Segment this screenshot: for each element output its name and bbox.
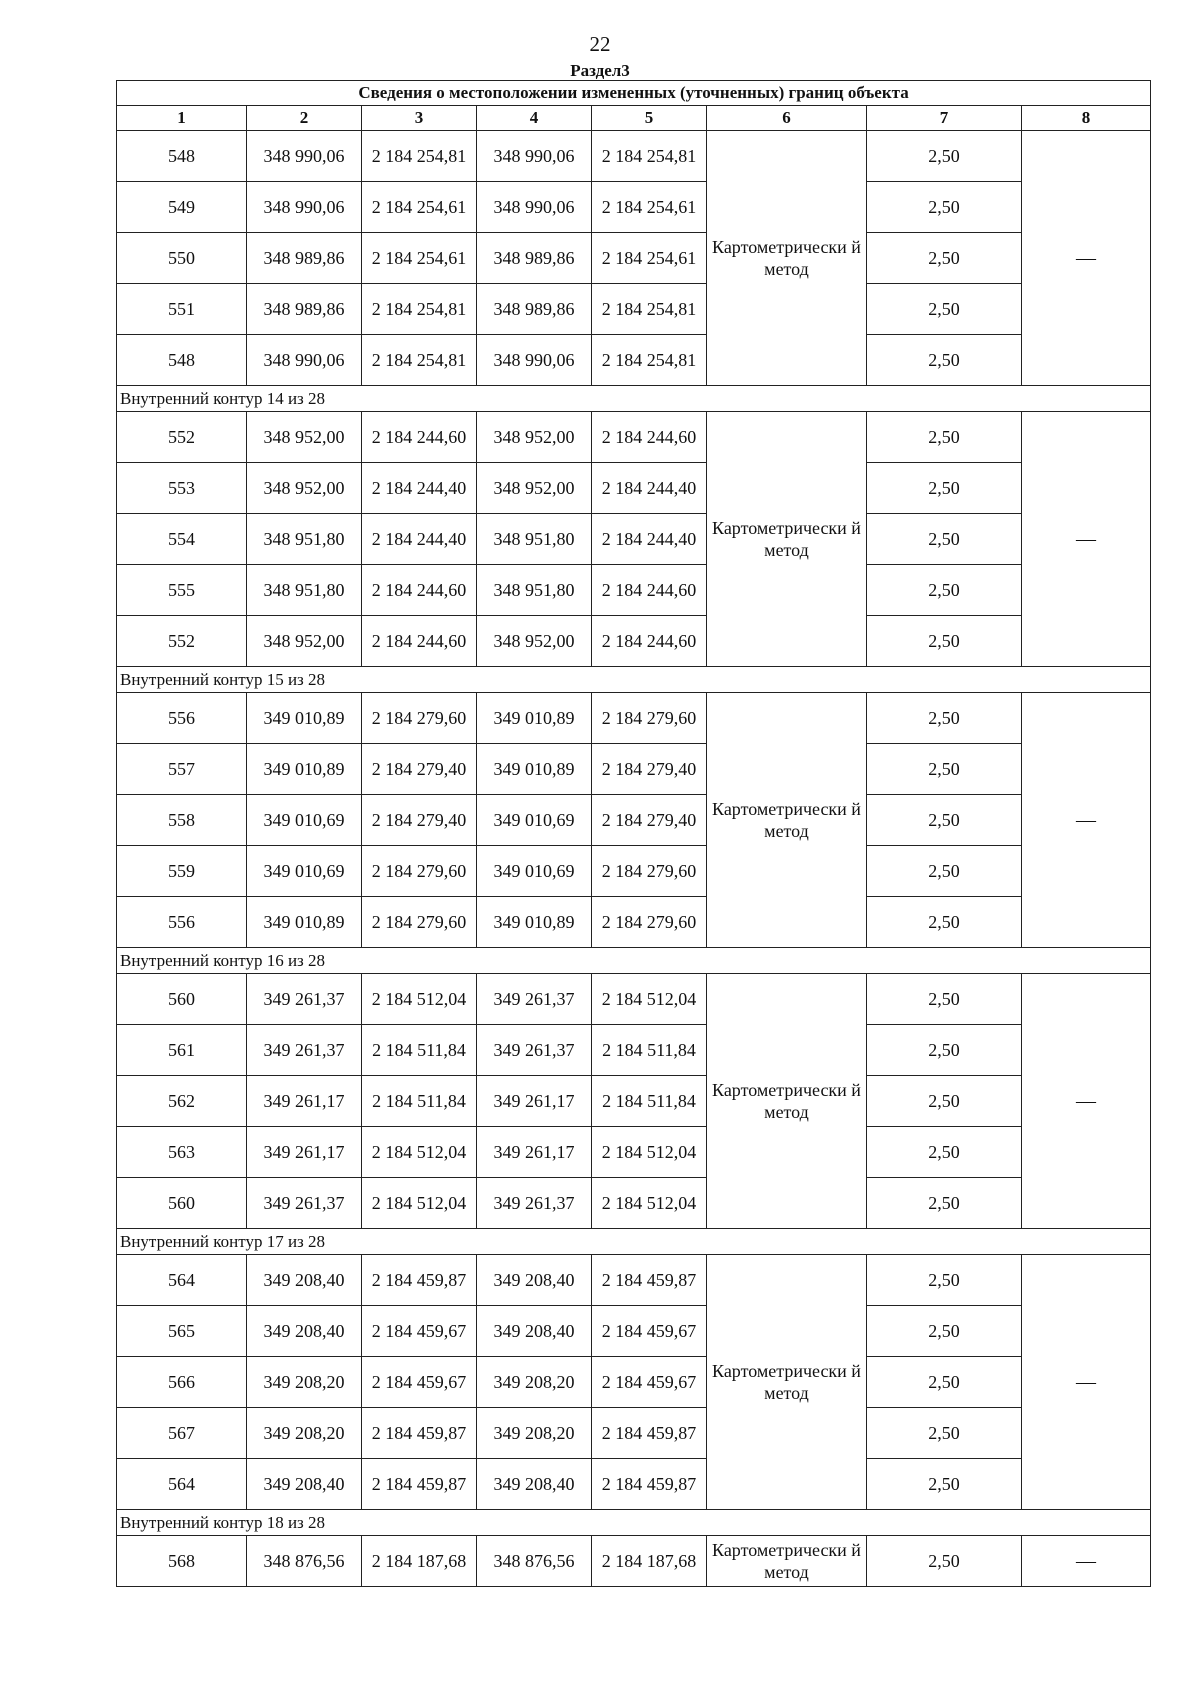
point-number: 555 (117, 565, 247, 616)
dash-cell: — (1022, 412, 1151, 667)
y-new: 2 184 187,68 (592, 1536, 707, 1587)
y-old: 2 184 279,40 (362, 795, 477, 846)
y-new: 2 184 279,40 (592, 795, 707, 846)
x-old: 348 951,80 (247, 565, 362, 616)
y-new: 2 184 459,67 (592, 1306, 707, 1357)
y-old: 2 184 254,61 (362, 233, 477, 284)
point-number: 562 (117, 1076, 247, 1127)
x-new: 349 208,20 (477, 1408, 592, 1459)
table-row (117, 1025, 1151, 1076)
table-row (117, 412, 1151, 463)
x-new: 349 010,69 (477, 846, 592, 897)
y-old: 2 184 244,60 (362, 565, 477, 616)
point-number: 548 (117, 335, 247, 386)
y-new: 2 184 512,04 (592, 1127, 707, 1178)
table-row (117, 1357, 1151, 1408)
y-new: 2 184 244,60 (592, 565, 707, 616)
accuracy-value: 2,50 (867, 693, 1022, 744)
point-number: 550 (117, 233, 247, 284)
contour-row (117, 1229, 1151, 1255)
contour-row (117, 667, 1151, 693)
y-new: 2 184 511,84 (592, 1025, 707, 1076)
point-number: 549 (117, 182, 247, 233)
point-number: 557 (117, 744, 247, 795)
point-number: 567 (117, 1408, 247, 1459)
point-number: 564 (117, 1459, 247, 1510)
table-caption-row (117, 81, 1151, 106)
y-old: 2 184 187,68 (362, 1536, 477, 1587)
x-old: 349 261,37 (247, 1025, 362, 1076)
point-number: 566 (117, 1357, 247, 1408)
x-new: 349 261,37 (477, 1178, 592, 1229)
y-old: 2 184 511,84 (362, 1076, 477, 1127)
table-row (117, 463, 1151, 514)
x-new: 349 010,69 (477, 795, 592, 846)
x-old: 349 010,69 (247, 846, 362, 897)
y-old: 2 184 244,40 (362, 514, 477, 565)
point-number: 568 (117, 1536, 247, 1587)
x-old: 349 208,40 (247, 1255, 362, 1306)
column-number: 8 (1022, 106, 1151, 131)
y-new: 2 184 254,81 (592, 284, 707, 335)
accuracy-value: 2,50 (867, 131, 1022, 182)
y-old: 2 184 512,04 (362, 1127, 477, 1178)
accuracy-value: 2,50 (867, 744, 1022, 795)
x-old: 349 261,37 (247, 1178, 362, 1229)
table-row (117, 565, 1151, 616)
table-row (117, 1127, 1151, 1178)
contour-label: Внутренний контур 17 из 28 (117, 1229, 1151, 1255)
accuracy-value: 2,50 (867, 1459, 1022, 1510)
y-old: 2 184 279,40 (362, 744, 477, 795)
x-new: 348 952,00 (477, 463, 592, 514)
column-number: 5 (592, 106, 707, 131)
point-number: 556 (117, 693, 247, 744)
table-row (117, 616, 1151, 667)
column-number: 1 (117, 106, 247, 131)
table-row (117, 795, 1151, 846)
accuracy-value: 2,50 (867, 974, 1022, 1025)
table-row (117, 1306, 1151, 1357)
x-new: 349 208,40 (477, 1306, 592, 1357)
contour-label: Внутренний контур 14 из 28 (117, 386, 1151, 412)
accuracy-value: 2,50 (867, 1255, 1022, 1306)
x-old: 349 261,37 (247, 974, 362, 1025)
table-row (117, 182, 1151, 233)
contour-row (117, 948, 1151, 974)
table-row (117, 514, 1151, 565)
x-old: 349 261,17 (247, 1076, 362, 1127)
page-number: 22 (589, 32, 611, 56)
y-new: 2 184 254,81 (592, 131, 707, 182)
accuracy-value: 2,50 (867, 1178, 1022, 1229)
point-number: 563 (117, 1127, 247, 1178)
x-new: 348 952,00 (477, 412, 592, 463)
x-old: 348 952,00 (247, 412, 362, 463)
y-old: 2 184 279,60 (362, 693, 477, 744)
x-old: 348 989,86 (247, 284, 362, 335)
y-old: 2 184 279,60 (362, 846, 477, 897)
x-old: 349 010,69 (247, 795, 362, 846)
y-old: 2 184 459,87 (362, 1459, 477, 1510)
y-new: 2 184 254,61 (592, 182, 707, 233)
point-number: 560 (117, 1178, 247, 1229)
point-number: 564 (117, 1255, 247, 1306)
x-new: 349 261,17 (477, 1076, 592, 1127)
point-number: 554 (117, 514, 247, 565)
accuracy-value: 2,50 (867, 412, 1022, 463)
y-old: 2 184 512,04 (362, 974, 477, 1025)
accuracy-value: 2,50 (867, 1408, 1022, 1459)
table-row (117, 131, 1151, 182)
y-new: 2 184 279,40 (592, 744, 707, 795)
contour-row (117, 386, 1151, 412)
point-number: 552 (117, 412, 247, 463)
dash-cell: — (1022, 131, 1151, 386)
y-old: 2 184 279,60 (362, 897, 477, 948)
table-row (117, 693, 1151, 744)
y-old: 2 184 459,67 (362, 1357, 477, 1408)
contour-row (117, 1510, 1151, 1536)
y-new: 2 184 244,40 (592, 463, 707, 514)
x-old: 349 010,89 (247, 693, 362, 744)
accuracy-value: 2,50 (867, 897, 1022, 948)
column-number: 6 (707, 106, 867, 131)
x-old: 348 876,56 (247, 1536, 362, 1587)
point-number: 561 (117, 1025, 247, 1076)
x-new: 348 990,06 (477, 335, 592, 386)
x-new: 349 208,40 (477, 1459, 592, 1510)
dash-cell: — (1022, 974, 1151, 1229)
point-number: 565 (117, 1306, 247, 1357)
x-new: 348 990,06 (477, 131, 592, 182)
table-row (117, 1076, 1151, 1127)
x-old: 349 208,20 (247, 1357, 362, 1408)
column-number: 4 (477, 106, 592, 131)
x-old: 349 208,40 (247, 1459, 362, 1510)
table-row (117, 897, 1151, 948)
x-new: 349 208,20 (477, 1357, 592, 1408)
accuracy-value: 2,50 (867, 284, 1022, 335)
table-row (117, 335, 1151, 386)
point-number: 560 (117, 974, 247, 1025)
y-old: 2 184 244,40 (362, 463, 477, 514)
point-number: 553 (117, 463, 247, 514)
x-old: 349 010,89 (247, 744, 362, 795)
point-number: 559 (117, 846, 247, 897)
point-number: 548 (117, 131, 247, 182)
contour-label: Внутренний контур 15 из 28 (117, 667, 1151, 693)
accuracy-value: 2,50 (867, 795, 1022, 846)
x-old: 349 010,89 (247, 897, 362, 948)
x-old: 349 261,17 (247, 1127, 362, 1178)
x-new: 348 952,00 (477, 616, 592, 667)
accuracy-value: 2,50 (867, 1536, 1022, 1587)
dash-cell: — (1022, 693, 1151, 948)
table-row (117, 284, 1151, 335)
accuracy-value: 2,50 (867, 1076, 1022, 1127)
x-old: 349 208,40 (247, 1306, 362, 1357)
method-cell: Картометрически й метод (707, 131, 867, 386)
x-old: 348 990,06 (247, 182, 362, 233)
section-title: Раздел3 (570, 61, 630, 80)
column-number: 7 (867, 106, 1022, 131)
y-old: 2 184 244,60 (362, 412, 477, 463)
y-new: 2 184 459,87 (592, 1255, 707, 1306)
y-old: 2 184 254,81 (362, 284, 477, 335)
table-row (117, 744, 1151, 795)
x-new: 348 951,80 (477, 514, 592, 565)
method-cell: Картометрически й метод (707, 693, 867, 948)
method-cell: Картометрически й метод (707, 1536, 867, 1587)
boundary-table (116, 80, 1151, 1587)
y-new: 2 184 279,60 (592, 897, 707, 948)
table-caption: Сведения о местоположении измененных (уточненных) границ объекта (117, 81, 1151, 106)
y-old: 2 184 459,87 (362, 1255, 477, 1306)
point-number: 551 (117, 284, 247, 335)
accuracy-value: 2,50 (867, 182, 1022, 233)
contour-label: Внутренний контур 16 из 28 (117, 948, 1151, 974)
table-row (117, 1178, 1151, 1229)
y-new: 2 184 511,84 (592, 1076, 707, 1127)
y-new: 2 184 254,81 (592, 335, 707, 386)
accuracy-value: 2,50 (867, 233, 1022, 284)
x-new: 348 990,06 (477, 182, 592, 233)
x-new: 349 261,17 (477, 1127, 592, 1178)
table-row (117, 233, 1151, 284)
point-number: 556 (117, 897, 247, 948)
column-number-row (117, 106, 1151, 131)
method-cell: Картометрически й метод (707, 412, 867, 667)
x-new: 349 261,37 (477, 1025, 592, 1076)
point-number: 558 (117, 795, 247, 846)
table-body (117, 81, 1151, 1587)
table-row (117, 1536, 1151, 1587)
y-new: 2 184 279,60 (592, 846, 707, 897)
x-new: 348 951,80 (477, 565, 592, 616)
column-number: 2 (247, 106, 362, 131)
method-cell: Картометрически й метод (707, 1255, 867, 1510)
point-number: 552 (117, 616, 247, 667)
x-new: 349 010,89 (477, 693, 592, 744)
accuracy-value: 2,50 (867, 1357, 1022, 1408)
table-row (117, 974, 1151, 1025)
y-new: 2 184 459,87 (592, 1408, 707, 1459)
y-new: 2 184 244,60 (592, 616, 707, 667)
dash-cell: — (1022, 1536, 1151, 1587)
table-row (117, 1255, 1151, 1306)
x-new: 348 989,86 (477, 233, 592, 284)
contour-label: Внутренний контур 18 из 28 (117, 1510, 1151, 1536)
x-old: 348 952,00 (247, 616, 362, 667)
x-old: 349 208,20 (247, 1408, 362, 1459)
y-new: 2 184 459,67 (592, 1357, 707, 1408)
accuracy-value: 2,50 (867, 335, 1022, 386)
x-new: 348 876,56 (477, 1536, 592, 1587)
y-old: 2 184 511,84 (362, 1025, 477, 1076)
y-old: 2 184 254,81 (362, 131, 477, 182)
y-new: 2 184 279,60 (592, 693, 707, 744)
y-old: 2 184 244,60 (362, 616, 477, 667)
x-old: 348 989,86 (247, 233, 362, 284)
y-old: 2 184 254,61 (362, 182, 477, 233)
x-old: 348 952,00 (247, 463, 362, 514)
y-old: 2 184 459,67 (362, 1306, 477, 1357)
accuracy-value: 2,50 (867, 514, 1022, 565)
method-cell: Картометрически й метод (707, 974, 867, 1229)
table-row (117, 846, 1151, 897)
column-number: 3 (362, 106, 477, 131)
y-new: 2 184 512,04 (592, 974, 707, 1025)
x-old: 348 951,80 (247, 514, 362, 565)
y-old: 2 184 512,04 (362, 1178, 477, 1229)
x-old: 348 990,06 (247, 335, 362, 386)
y-new: 2 184 459,87 (592, 1459, 707, 1510)
accuracy-value: 2,50 (867, 1306, 1022, 1357)
accuracy-value: 2,50 (867, 1127, 1022, 1178)
x-new: 348 989,86 (477, 284, 592, 335)
accuracy-value: 2,50 (867, 565, 1022, 616)
y-new: 2 184 244,40 (592, 514, 707, 565)
y-new: 2 184 254,61 (592, 233, 707, 284)
accuracy-value: 2,50 (867, 1025, 1022, 1076)
x-old: 348 990,06 (247, 131, 362, 182)
y-new: 2 184 244,60 (592, 412, 707, 463)
y-new: 2 184 512,04 (592, 1178, 707, 1229)
accuracy-value: 2,50 (867, 463, 1022, 514)
table-row (117, 1408, 1151, 1459)
dash-cell: — (1022, 1255, 1151, 1510)
y-old: 2 184 459,87 (362, 1408, 477, 1459)
accuracy-value: 2,50 (867, 616, 1022, 667)
table-row (117, 1459, 1151, 1510)
x-new: 349 010,89 (477, 744, 592, 795)
accuracy-value: 2,50 (867, 846, 1022, 897)
y-old: 2 184 254,81 (362, 335, 477, 386)
x-new: 349 261,37 (477, 974, 592, 1025)
x-new: 349 010,89 (477, 897, 592, 948)
x-new: 349 208,40 (477, 1255, 592, 1306)
